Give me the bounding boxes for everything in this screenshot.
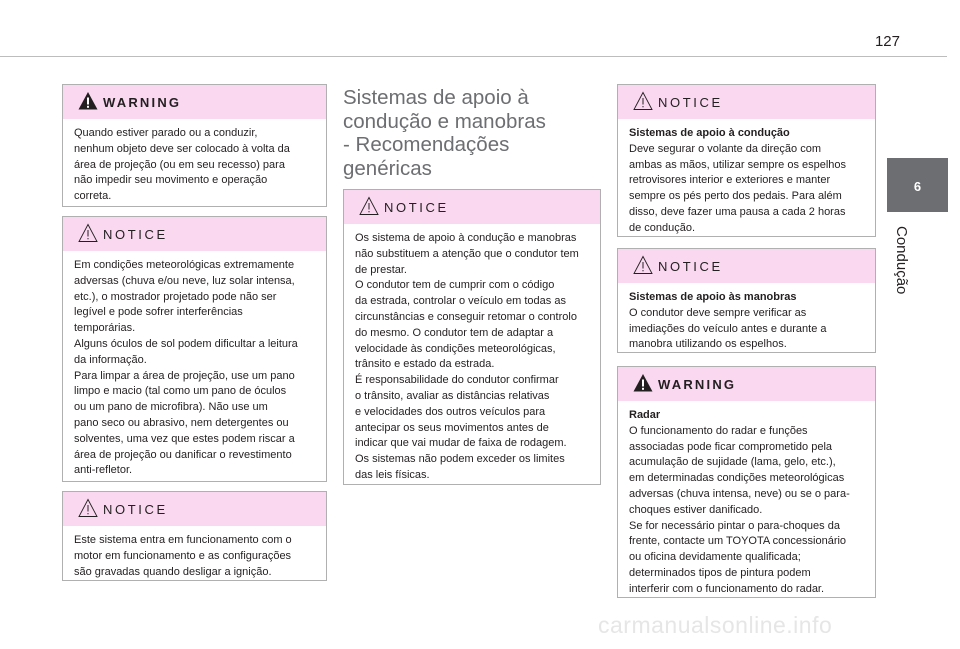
warning-box-projection [62, 84, 327, 207]
body-line: não impedir seu movimento e operação [74, 174, 268, 187]
body-line: limpo e macio (tal como um pano de óculos [74, 385, 287, 398]
body-line: Os sistema de apoio à condução e manobras [355, 232, 577, 244]
body-line: determinados tipos de pintura podem [629, 566, 811, 579]
body-line: Quando estiver parado ou a conduzir, [74, 127, 258, 139]
body-line: Este sistema entra em funcionamento com o [74, 534, 292, 546]
notice-body [344, 224, 600, 493]
body-line: o trânsito, avaliar as distâncias relativas [355, 389, 550, 402]
body-line: sempre os pés perto dos pedais. Para além [629, 190, 842, 203]
notice-outline-icon [78, 223, 98, 243]
body-line: em determinadas condições meteorológicas [629, 472, 845, 485]
body-line: O condutor deve sempre verificar as [629, 306, 807, 319]
body-line: circunstâncias e conseguir retomar o controlo [355, 310, 577, 323]
body-line: anti-refletor. [74, 464, 133, 477]
body-line: da estrada, controlar o veículo em todas as [355, 295, 566, 308]
body-line: das leis físicas. [355, 468, 430, 481]
body-line: interferir com o funcionamento do radar. [629, 582, 825, 595]
chapter-tab[interactable] [887, 158, 948, 212]
body-line: disso, deve fazer uma pausa a cada 2 horas [629, 205, 846, 218]
body-line: ambas as mãos, utilizar sempre os espelhos [629, 158, 847, 171]
body-line: É responsabilidade do condutor confirmar [355, 374, 559, 387]
body-line: área de projeção ou danificar o revestimento [74, 448, 292, 461]
body-line: correta. [74, 190, 112, 203]
body-line: ou um pano de microfibra). Não use um [74, 401, 268, 414]
warning-filled-icon [633, 373, 653, 393]
heading-line: Sistemas de apoio à [343, 86, 529, 109]
body-line: de prestar. [355, 263, 407, 276]
body-line: de condução. [629, 221, 696, 234]
body-line: trânsito e estado da estrada. [355, 358, 495, 371]
body-line: indicar que vai mudar de faixa de rodagem. [355, 437, 567, 450]
body-line: choques estiver danificado. [629, 503, 763, 516]
body-line: não substituem a atenção que o condutor tem [355, 247, 579, 260]
body-line: velocidade às condições meteorológicas, [355, 342, 556, 355]
body-line: Deve segurar o volante da direção com [629, 142, 821, 155]
warning-body [618, 401, 875, 607]
notice-title: NOTICE [658, 259, 723, 274]
section-heading [343, 86, 593, 180]
body-subtitle: Radar [629, 409, 661, 421]
body-line: adversas (chuva intensa, neve) ou se o para- [629, 487, 850, 500]
notice-header [63, 492, 326, 526]
body-line: temporárias. [74, 322, 136, 335]
body-line: adversas (chuva e/ou neve, luz solar intensa, [74, 274, 295, 287]
header-divider [0, 56, 947, 57]
chapter-number: 6 [913, 179, 922, 194]
notice-title: NOTICE [384, 200, 449, 215]
watermark: carmanualsonline.info [598, 612, 833, 638]
notice-box-ignition [62, 491, 327, 581]
warning-title: WARNING [658, 377, 737, 392]
notice-header [63, 217, 326, 251]
body-line: frente, contacte um TOYOTA concessionário [629, 535, 847, 548]
notice-outline-icon [78, 498, 98, 518]
body-line: Se for necessário pintar o para-choques da [629, 519, 840, 532]
body-line: pano seco ou abrasivo, nem detergentes ou [74, 416, 289, 429]
body-line: acumulação de sujidade (lama, gelo, etc.), [629, 456, 836, 469]
page-number: 127 [874, 33, 900, 50]
notice-title: NOTICE [103, 502, 168, 517]
body-line: O funcionamento do radar e funções [629, 424, 808, 437]
chapter-title: Condução [893, 226, 910, 295]
warning-header [63, 85, 326, 119]
body-line: nenhum objeto deve ser colocado à volta da [74, 142, 290, 155]
notice-outline-icon [633, 91, 653, 111]
body-subtitle: Sistemas de apoio à condução [629, 127, 790, 139]
body-line: Para limpar a área de projeção, use um pano [74, 369, 295, 382]
notice-box-weather [62, 216, 327, 482]
body-line: ou oficina devidamente qualificada; [629, 551, 801, 564]
body-line: antecipar os seus movimentos antes de [355, 421, 549, 434]
body-line: associadas pode ficar comprometido pela [629, 440, 833, 453]
body-line: Em condições meteorológicas extremamente [74, 259, 295, 271]
notice-body [63, 251, 326, 488]
body-line: solventes, uma vez que estes podem riscar a [74, 432, 295, 445]
body-line: motor em funcionamento e as configurações [74, 549, 292, 562]
warning-title: WARNING [103, 95, 182, 110]
warning-box-radar [617, 366, 876, 598]
body-line: legível e pode sofrer interferências [74, 306, 243, 319]
body-line: O condutor tem de cumprir com o código [355, 279, 555, 292]
notice-outline-icon [359, 196, 379, 216]
body-line: manobra utilizando os espelhos. [629, 338, 787, 351]
warning-body [63, 119, 326, 214]
notice-box-driving-aids [343, 189, 601, 485]
notice-header [618, 249, 875, 283]
notice-title: NOTICE [103, 227, 168, 242]
body-line: imediações do veículo antes e durante a [629, 322, 827, 335]
chapter-title-label [884, 226, 924, 316]
heading-line: condução e manobras [343, 109, 546, 133]
body-line: etc.), o mostrador projetado pode não ser [74, 290, 277, 303]
body-subtitle: Sistemas de apoio às manobras [629, 291, 797, 303]
body-line: do mesmo. O condutor tem de adaptar a [355, 326, 554, 339]
notice-box-manoeuvre-support [617, 248, 876, 353]
notice-body [618, 119, 875, 246]
body-line: área de projeção (ou em seu recesso) para [74, 158, 285, 171]
body-line: Os sistemas não podem exceder os limites [355, 453, 565, 466]
heading-line: genéricas [343, 156, 432, 180]
body-line: e velocidades dos outros veículos para [355, 405, 546, 418]
notice-body [618, 283, 875, 362]
notice-header [344, 190, 600, 224]
body-line: da informação. [74, 353, 147, 366]
notice-box-driving-support [617, 84, 876, 237]
body-line: são gravadas quando desligar a ignição. [74, 565, 272, 578]
notice-header [618, 85, 875, 119]
heading-line: - Recomendações [343, 133, 510, 156]
warning-filled-icon [78, 91, 98, 111]
notice-outline-icon [633, 255, 653, 275]
warning-header [618, 367, 875, 401]
notice-title: NOTICE [658, 95, 723, 110]
body-line: Alguns óculos de sol podem dificultar a leitura [74, 337, 298, 350]
notice-body [63, 526, 326, 589]
body-line: retrovisores interior e exteriores e manter [629, 174, 831, 187]
